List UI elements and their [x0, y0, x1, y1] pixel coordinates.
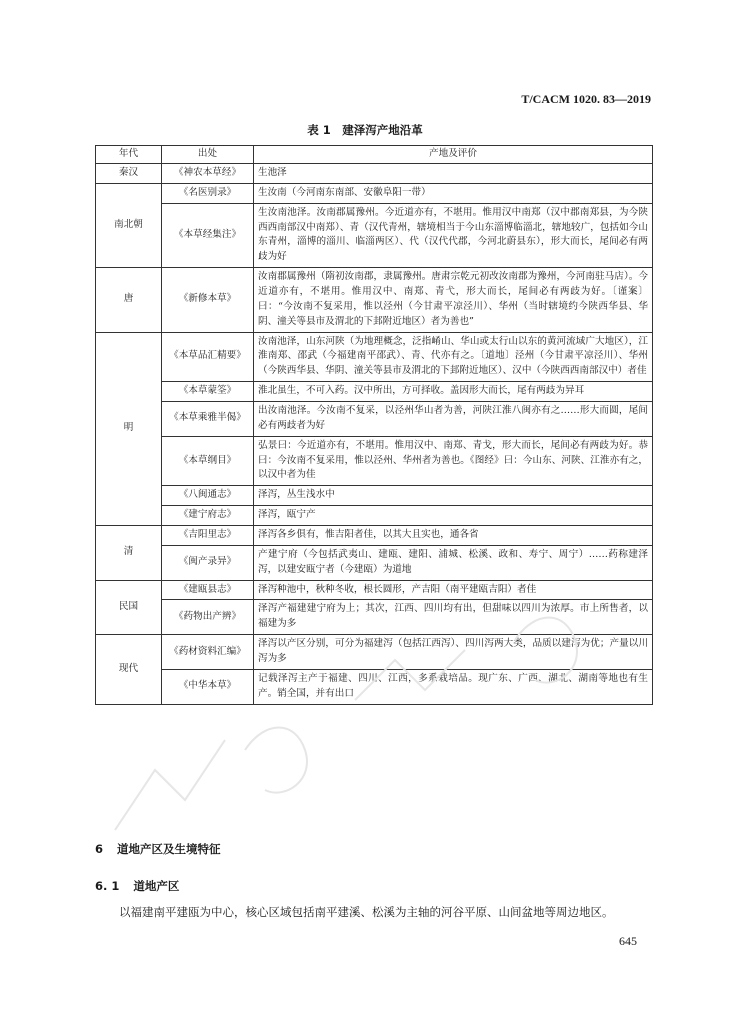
source-cell: 《建瓯县志》 [162, 580, 254, 600]
source-cell: 《本草乘雅半偈》 [162, 402, 254, 437]
section-number: 6. 1 [95, 879, 120, 893]
table-row [96, 436, 653, 486]
era-cell: 南北朝 [96, 183, 162, 267]
source-cell: 《新修本草》 [162, 268, 254, 332]
origin-cell: 生池泽 [254, 164, 653, 184]
column-header-source: 出处 [162, 146, 254, 164]
table-header-row [96, 146, 653, 164]
origin-cell: 生汝南池泽。汝南郡属豫州。今近道亦有，不堪用。惟用汉中南郑（汉中郡南郑县，为今陕西西南部汉中南郑）、青（汉代青州，辖境相当于今山东淄博临淄北，辖地较广，包括如今山东青州，淄博的淄川、临淄两区）、代（汉代代郡，今河北蔚县东），形大而长，尾间必有两歧为好 [254, 203, 653, 267]
origin-cell: 记载泽泻主产于福建、四川、江西，多系栽培品。现广东、广西、湖北、湖南等地也有生产。销全国，并有出口 [254, 669, 653, 704]
table-row [96, 382, 653, 402]
table-row [96, 506, 653, 526]
source-cell: 《本草经集注》 [162, 203, 254, 267]
column-header-origin: 产地及评价 [254, 146, 653, 164]
table-row [96, 183, 653, 203]
table-row [96, 600, 653, 635]
origin-cell: 泽泻种池中，秋种冬收，根长圆形，产吉阳（南平建瓯吉阳）者佳 [254, 580, 653, 600]
origin-cell: 泽泻各乡俱有，惟吉阳者佳，以其大且实也，通各省 [254, 526, 653, 546]
origin-cell: 淮北虽生，不可入药。汉中所出，方可择收。盖因形大而长，尾有两歧为异耳 [254, 382, 653, 402]
section-title: 道地产区 [133, 879, 180, 893]
era-cell: 唐 [96, 268, 162, 332]
source-cell: 《吉阳里志》 [162, 526, 254, 546]
origin-cell: 产建宁府（今包括武夷山、建瓯、建阳、浦城、松溪、政和、寿宁、周宁）……药称建泽泻，以建安瓯宁者（今建瓯）为道地 [254, 545, 653, 580]
table-row [96, 669, 653, 704]
table-row [96, 402, 653, 437]
table-row [96, 486, 653, 506]
era-cell: 清 [96, 526, 162, 581]
source-cell: 《本草蒙筌》 [162, 382, 254, 402]
origin-cell: 泽泻产福建建宁府为上；其次，江西、四川均有出，但甜味以四川为浓厚。市上所售者，以福建为多 [254, 600, 653, 635]
origin-cell: 泽泻，丛生浅水中 [254, 486, 653, 506]
section-number: 6 [95, 842, 104, 856]
section-title: 道地产区及生境特征 [117, 842, 221, 856]
table-row [96, 268, 653, 332]
origin-history-table [95, 145, 653, 705]
source-cell: 《闽产录异》 [162, 545, 254, 580]
origin-cell: 泽泻以产区分别，可分为福建泻（包括江西泻）、四川泻两大类，品质以建泻为优；产量以川泻为多 [254, 635, 653, 670]
origin-cell: 汝南池泽，山东河陕（为地理概念，泛指崤山、华山或太行山以东的黄河流域广大地区），江淮南郑、邵武（今福建南平邵武）、青、代亦有之。〔道地〕泾州（今甘肃平凉泾川）、华州（今陕西华县、华阴、潼关等县市及渭北的下邽附近地区）、汉中（今陕西西南部汉中）者佳 [254, 332, 653, 382]
source-cell: 《名医别录》 [162, 183, 254, 203]
table-row [96, 332, 653, 382]
body-paragraph: 以福建南平建瓯为中心，核心区域包括南平建溪、松溪为主轴的河谷平原、山间盆地等周边地区。 [119, 905, 614, 919]
source-cell: 《中华本草》 [162, 669, 254, 704]
source-cell: 《神农本草经》 [162, 164, 254, 184]
origin-cell: 泽泻，瓯宁产 [254, 506, 653, 526]
origin-cell: 弘景曰：今近道亦有，不堪用。惟用汉中、南郑、青戈，形大而长，尾间必有两歧为好。恭曰：今汝南不复采用，惟以泾州、华州者为善也。《图经》曰：今山东、河陕、江淮亦有之，以汉中者为佳 [254, 436, 653, 486]
source-cell: 《本草纲目》 [162, 436, 254, 486]
source-cell: 《药物出产辨》 [162, 600, 254, 635]
table-row [96, 203, 653, 267]
table-row [96, 526, 653, 546]
origin-cell: 生汝南（今河南东南部、安徽阜阳一带） [254, 183, 653, 203]
era-cell: 秦汉 [96, 164, 162, 184]
era-cell: 明 [96, 332, 162, 525]
section-6-1-heading [95, 878, 179, 894]
origin-cell: 汝南郡属豫州（隋初汝南郡，隶属豫州。唐肃宗乾元初改汝南郡为豫州，今河南驻马店）。今近道亦有，不堪用。惟用汉中、南郑、青弋，形大而长，尾间必有两歧为好。〔谨案〕曰：“今汝南不复采用，惟以泾州（今甘肃平凉泾川）、华州（当时辖境约今陕西华县、华阴、潼关等县市及渭北的下邽附近地区）者为善也” [254, 268, 653, 332]
source-cell: 《建宁府志》 [162, 506, 254, 526]
source-cell: 《本草品汇精要》 [162, 332, 254, 382]
era-cell: 现代 [96, 635, 162, 704]
standard-code: T/CACM 1020. 83—2019 [521, 92, 651, 106]
section-6-heading [95, 841, 221, 857]
table-title: 表 1 建泽泻产地沿革 [307, 123, 423, 137]
table-row [96, 164, 653, 184]
source-cell: 《八闽通志》 [162, 486, 254, 506]
table-row [96, 545, 653, 580]
column-header-era: 年代 [96, 146, 162, 164]
page-number: 645 [619, 934, 637, 948]
table-row [96, 635, 653, 670]
table-row [96, 580, 653, 600]
era-cell: 民国 [96, 580, 162, 635]
source-cell: 《药材资料汇编》 [162, 635, 254, 670]
origin-cell: 出汝南池泽。今汝南不复采，以泾州华山者为善，河陕江淮八闽亦有之……形大而圆，尾间必有两歧者为好 [254, 402, 653, 437]
